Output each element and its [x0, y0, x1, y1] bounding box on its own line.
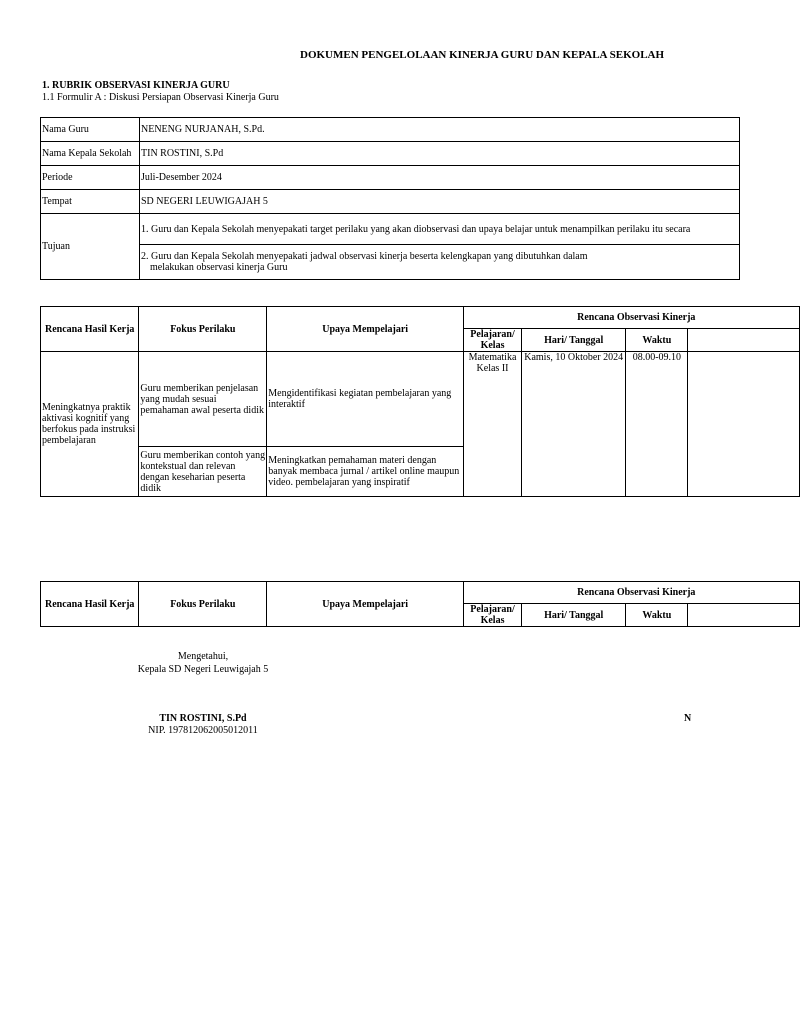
- signatory-nip: NIP. 197812062005012011: [148, 725, 258, 736]
- table-row: [41, 245, 740, 280]
- header-hari: Hari/ Tanggal: [521, 329, 626, 352]
- rhk-cell: Meningkatnya praktik aktivasi kognitif yang berfokus pada instruksi pembelajaran: [41, 352, 139, 497]
- fokus-cell: Guru memberikan contoh yang kontekstual dan relevan dengan keseharian peserta didik: [139, 447, 267, 497]
- table-row: [41, 118, 740, 142]
- header-pelajaran: Pelajaran/ Kelas: [464, 329, 522, 352]
- mengetahui-text: Mengetahui,: [177, 651, 229, 662]
- table-row: [41, 166, 740, 190]
- extra-cell: [688, 352, 800, 497]
- header-pelajaran: Pelajaran/ Kelas: [464, 604, 522, 627]
- header-waktu: Waktu: [626, 329, 688, 352]
- periode-value: Juli-Desember 2024: [140, 166, 740, 190]
- pelajaran-cell: Matematika Kelas II: [464, 352, 522, 497]
- header-fokus: Fokus Perilaku: [139, 582, 267, 627]
- tempat-label: Tempat: [41, 190, 140, 214]
- section-subtitle: 1.1 Formulir A : Diskusi Persiapan Observasi Kinerja Guru: [42, 92, 279, 103]
- header-upaya: Upaya Mempelajari: [267, 582, 464, 627]
- waktu-cell: 08.00-09.10: [626, 352, 688, 497]
- table-header-row: [41, 307, 800, 329]
- table-row: [41, 142, 740, 166]
- hari-cell: Kamis, 10 Oktober 2024: [521, 352, 626, 497]
- upaya-cell: Meningkatkan pemahaman materi dengan banyak membaca jurnal / artikel online maupun video. pembelajaran yang inspiratif: [267, 447, 464, 497]
- header-rencana: Rencana Observasi Kinerja: [464, 582, 800, 604]
- table-header-row: [41, 582, 800, 604]
- tujuan-label: Tujuan: [41, 214, 140, 280]
- nama-guru-value: NENENG NURJANAH, S.Pd.: [140, 118, 740, 142]
- header-waktu: Waktu: [626, 604, 688, 627]
- header-upaya: Upaya Mempelajari: [267, 307, 464, 352]
- tempat-value: SD NEGERI LEUWIGAJAH 5: [140, 190, 740, 214]
- tujuan-2: [140, 245, 740, 280]
- section-title: 1. RUBRIK OBSERVASI KINERJA GURU: [42, 80, 230, 91]
- header-extra: [688, 329, 800, 352]
- header-rhk: Rencana Hasil Kerja: [41, 582, 139, 627]
- document-title: DOKUMEN PENGELOLAAN KINERJA GURU DAN KEPALA SEKOLAH: [300, 49, 665, 61]
- kepsek-label: Nama Kepala Sekolah: [41, 142, 140, 166]
- header-fokus: Fokus Perilaku: [139, 307, 267, 352]
- upaya-cell: Mengidentifikasi kegiatan pembelajaran yang interaktif: [267, 352, 464, 447]
- tujuan-2-line-1: 2. Guru dan Kepala Sekolah menyepakati jadwal observasi kinerja beserta kelengkapan yang dibutuhkan dalam: [141, 251, 588, 262]
- table-row: [41, 352, 800, 447]
- kepsek-value: TIN ROSTINI, S.Pd: [140, 142, 740, 166]
- observation-plan-table-2: [40, 581, 800, 627]
- header-extra: [688, 604, 800, 627]
- jabatan-text: Kepala SD Negeri Leuwigajah 5: [137, 664, 269, 675]
- header-rhk: Rencana Hasil Kerja: [41, 307, 139, 352]
- fokus-cell: Guru memberikan penjelasan yang mudah sesuai pemahaman awal peserta didik: [139, 352, 267, 447]
- signatory-name: TIN ROSTINI, S.Pd: [159, 713, 247, 724]
- header-rencana: Rencana Observasi Kinerja: [464, 307, 800, 329]
- teacher-info-table: [40, 117, 740, 280]
- table-row: [41, 214, 740, 245]
- right-signatory-fragment: N: [684, 713, 692, 724]
- tujuan-1: 1. Guru dan Kepala Sekolah menyepakati target perilaku yang akan diobservasi dan upaya belajar untuk menampilkan perilaku itu secara: [140, 214, 740, 245]
- table-row: [41, 190, 740, 214]
- observation-plan-table: [40, 306, 800, 497]
- nama-guru-label: Nama Guru: [41, 118, 140, 142]
- tujuan-2-line-2: melakukan observasi kinerja Guru: [150, 262, 288, 273]
- header-hari: Hari/ Tanggal: [521, 604, 626, 627]
- periode-label: Periode: [41, 166, 140, 190]
